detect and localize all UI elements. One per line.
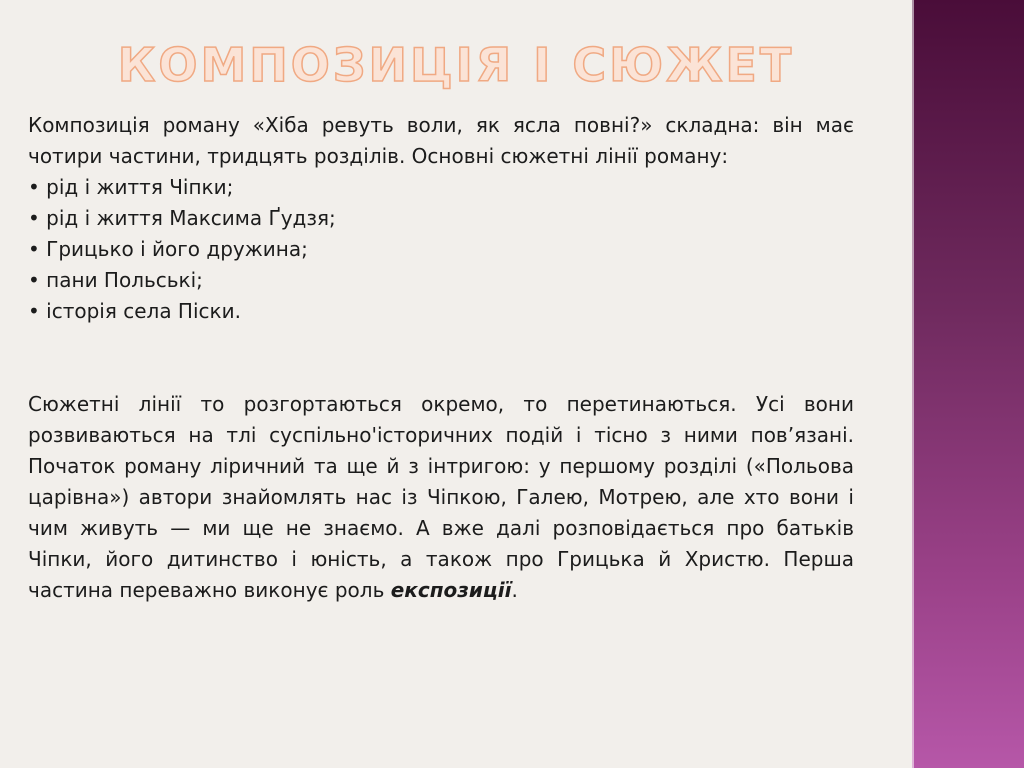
list-item	[28, 296, 854, 327]
storyline-list	[28, 172, 854, 327]
body-text: Сюжетні лінії то розгортаються окремо, то перетинаються. Усі вони розвиваються на тлі суспільно'історичних подій і тісно з ними пов’язані. Початок роману ліричний та ще й з інтригою: у першому розділі («Польова царівна») автори знайомлять нас із Чіпкою, Галею, Мотрею, але хто вони і чим живуть — ми ще не знаємо. А вже далі розповідається про батьків Чіпки, його дитинство і юність, а також про Грицька й Христю. Перша частина переважно виконує роль	[28, 392, 854, 602]
list-item-text: пани Польські;	[46, 268, 203, 292]
list-item-text: рід і життя Максима Ґудзя;	[46, 206, 336, 230]
paragraph-gap	[28, 327, 854, 389]
bullet-mark: •	[28, 237, 40, 261]
body-end: .	[511, 578, 518, 602]
intro-paragraph: Композиція роману «Хіба ревуть воли, як ясла повні?» складна: він має чотири частини, тридцять розділів. Основні сюжетні лінії роману:	[28, 113, 854, 168]
bullet-mark: •	[28, 175, 40, 199]
list-item	[28, 172, 854, 203]
list-item-text: історія села Піски.	[46, 299, 241, 323]
bullet-mark: •	[28, 268, 40, 292]
list-item	[28, 203, 854, 234]
slide-title: КОМПОЗИЦІЯ І СЮЖЕТ	[117, 38, 795, 92]
body-paragraph	[28, 389, 854, 606]
list-item	[28, 234, 854, 265]
list-item	[28, 265, 854, 296]
list-item-text: Грицько і його дружина;	[46, 237, 308, 261]
decorative-side-band	[912, 0, 1024, 768]
bullet-mark: •	[28, 299, 40, 323]
bullet-mark: •	[28, 206, 40, 230]
list-item-text: рід і життя Чіпки;	[46, 175, 234, 199]
slide-content	[28, 110, 854, 606]
emphasis-word: експозиції	[390, 578, 512, 602]
